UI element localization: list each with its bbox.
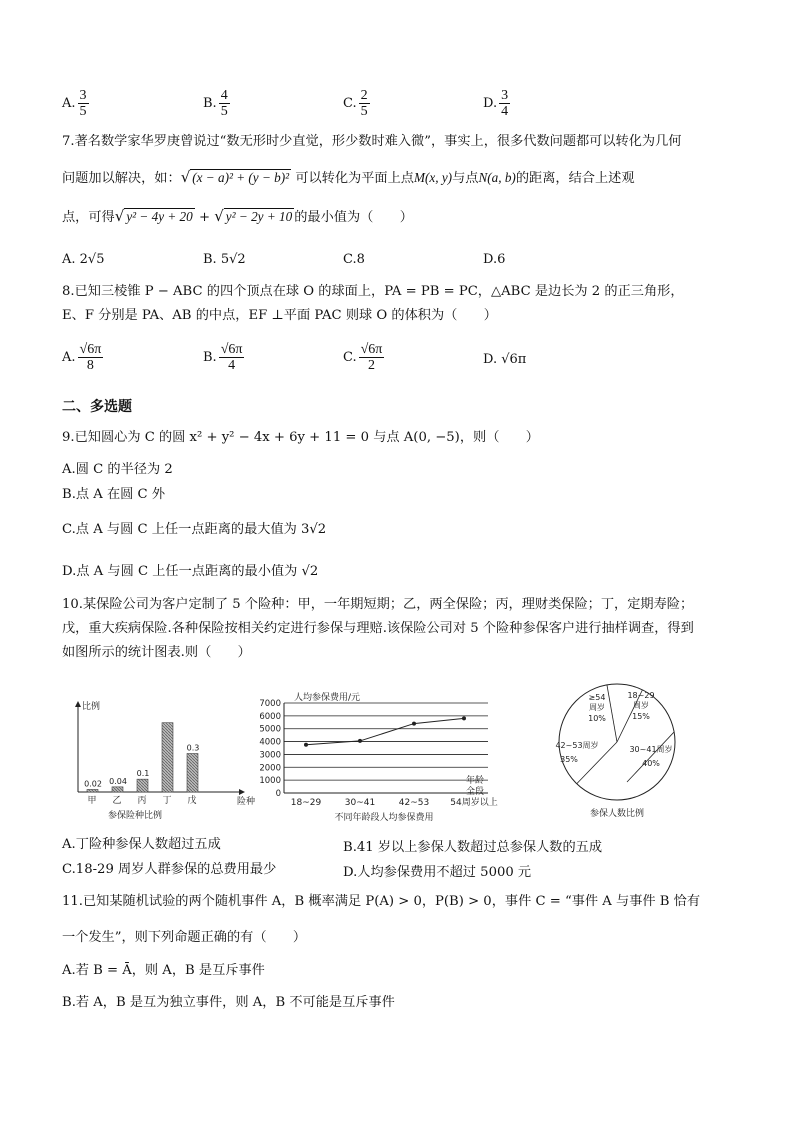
q8-option-a [62,342,103,373]
numerator: 2 [360,88,368,103]
y-tick-label: 0 [275,789,281,799]
bar-0 [87,789,98,792]
statistics-charts [60,680,740,830]
denominator: 5 [220,104,228,119]
bar-value-label: 0.02 [84,779,102,789]
option-label: A. [62,96,76,111]
y-tick-label: 6000 [259,711,281,722]
data-point [358,739,362,743]
chart-title: 参保险种比例 [108,811,163,821]
data-point [462,716,466,720]
y-tick-label: 4000 [259,737,281,748]
slice-label: 42~53周岁 [555,741,599,750]
q7-option-d: D.6 [483,252,506,267]
q10-line-3: 如图所示的统计图表.则（ ） [62,645,251,660]
q6-option-a [62,88,89,119]
slice-label: 18~29 [627,691,655,700]
fraction [78,88,89,119]
bar-2 [137,779,148,792]
x-tick-label: 54周岁以上 [450,798,498,808]
slice-label: ≥54 [588,693,606,702]
fraction [359,88,370,119]
y-tick-label: 1000 [259,776,281,787]
slice-percent: 40% [642,759,660,768]
q10-option-b: B.41 岁以上参保人数超过总参保人数的五成 [343,840,603,855]
fraction [219,88,230,119]
data-point [304,743,308,747]
x-tick-label: 乙 [112,796,122,806]
slice-percent: 15% [632,712,650,721]
slice-label: 30~41周岁 [629,745,673,754]
q8-line-1: 8.已知三棱锥 P − ABC 的四个顶点在球 O 的球面上，PA = PB = PC，△ABC 是边长为 2 的正三角形， [62,284,684,299]
q7-option-b: B. 5√2 [203,252,246,267]
text: 问题加以解决，如： [62,171,181,186]
text: 的距离，结合上述观 [515,171,635,186]
data-point [412,722,416,726]
pie-chart [555,684,675,819]
option-label: B. [203,350,217,365]
q6-option-b [203,88,230,119]
numerator: 3 [501,88,509,103]
sqrt-symbol: √ [114,207,125,225]
q7-line-2 [62,168,635,188]
x-axis-label-2: 全段 [466,787,485,797]
numerator: 3 [79,88,87,103]
chart-title: 参保人数比例 [589,809,645,819]
x-axis-label: 年龄 [466,776,485,786]
fraction [499,88,510,119]
slice-percent: 35% [560,755,578,764]
text: 点，可得 [62,210,115,225]
slice-label-2: 周岁 [633,701,649,710]
numerator: √6π [360,342,383,357]
x-tick-label: 30~41 [344,798,376,808]
y-axis-arrow [75,701,81,707]
q11-line-1: 11.已知某随机试验的两个随机事件 A，B 概率满足 P(A) > 0，P(B) > 0，事件 C = “事件 A 与事件 B 恰有 [62,894,701,909]
fraction [219,342,245,373]
q9-line-1: 9.已知圆心为 C 的圆 x² + y² − 4x + 6y + 11 = 0 与点 A(0, −5)，则（ ） [62,430,539,445]
series-line [306,718,464,744]
q6-option-c [343,88,370,119]
x-tick-label: 甲 [87,796,97,806]
q9-option-a: A.圆 C 的半径为 2 [62,462,173,477]
x-tick-label: 丁 [162,796,172,806]
q9-option-c: C.点 A 与圆 C 上任一点距离的最大值为 3√2 [62,522,327,537]
bar-value-label: 0.3 [186,743,200,753]
q9-option-b: B.点 A 在圆 C 外 [62,487,166,502]
q6-option-d [483,88,510,119]
q8-line-2: E、F 分别是 PA、AB 的中点，EF ⊥平面 PAC 则球 O 的体积为（ ） [62,308,497,323]
section-heading: 二、多选题 [62,399,132,415]
option-label: C. [343,96,357,111]
slice-label-2: 周岁 [589,703,605,712]
y-axis-label: 人均参保费用/元 [294,693,361,703]
option-label: A. [62,350,76,365]
q10-option-a: A.丁险种参保人数超过五成 [62,837,221,852]
x-tick-label: 42~53 [398,798,430,808]
q10-option-c: C.18-29 周岁人群参保的总费用最少 [62,862,277,877]
point-n: N(a, b) [478,170,516,185]
q7-option-c: C.8 [343,252,365,267]
sqrt-expression: y² − 2y + 10 [225,209,293,224]
y-tick-label: 3000 [259,750,281,761]
bar-value-label: 0.04 [109,776,127,786]
q8-option-c [343,342,384,373]
bar-chart [75,700,255,821]
option-label: D. [483,96,498,111]
sqrt-expression: y² − 4y + 20 [126,209,193,224]
y-tick-label: 7000 [259,699,281,709]
q7-line-3 [62,207,413,227]
plus-sign: + [198,210,211,225]
sqrt-expression: (x − a)² + (y − b)² [192,170,290,185]
sqrt-symbol: √ [214,207,224,225]
text: 可以转化为平面上点 [295,171,414,186]
chart-title: 不同年龄段人均参保费用 [334,813,434,823]
numerator: √6π [79,342,102,357]
q10-option-d: D.人均参保费用不超过 5000 元 [343,865,532,880]
y-tick-label: 5000 [259,724,281,735]
x-axis-label: 险种 [237,797,256,807]
x-tick-label: 丙 [137,796,147,806]
denominator: 5 [360,104,368,119]
numerator: 4 [220,88,228,103]
denominator: 4 [501,104,509,119]
text: 与点 [452,171,479,186]
bar-4 [187,754,198,793]
point-m: M(x, y) [414,170,453,185]
q7-option-a: A. 2√5 [62,252,105,267]
sqrt-symbol: √ [180,168,191,186]
fraction [78,342,104,373]
numerator: √6π [220,342,243,357]
bar-value-label: 0.1 [136,769,150,779]
bar-1 [112,787,123,792]
denominator: 2 [368,358,375,373]
text: 的最小值为（ ） [294,210,413,225]
q11-option-b: B.若 A，B 是互为独立事件，则 A，B 不可能是互斥事件 [62,995,395,1010]
y-tick-label: 2000 [259,763,281,774]
option-label: C. [343,350,357,365]
q7-line-1: 7.著名数学家华罗庚曾说过“数无形时少直觉，形少数时难入微”，事实上，很多代数问题都可以转化为几何 [62,134,682,149]
denominator: 8 [86,358,94,373]
slice-percent: 10% [588,714,606,723]
x-tick-label: 戊 [187,796,197,806]
q8-option-d: D. √6π [483,352,527,367]
denominator: 4 [228,358,236,373]
y-axis-label: 比例 [82,702,101,712]
option-label: B. [203,96,217,111]
x-tick-label: 18~29 [290,798,322,808]
q10-line-2: 戊，重大疾病保险.各种保险按相关约定进行参保与理赔.该保险公司对 5 个险种参保客户进行抽样调查，得到 [62,621,694,636]
q11-option-a: A.若 B = Ā，则 A，B 是互斥事件 [62,963,265,978]
q8-option-b [203,342,244,373]
q10-line-1: 10.某保险公司为客户定制了 5 个险种：甲，一年期短期；乙，两全保险；丙，理财类保险；丁，定期寿险； [62,597,694,612]
bar-3 [162,723,173,792]
x-axis-arrow [239,789,245,795]
q11-line-2: 一个发生”，则下列命题正确的有（ ） [62,930,307,945]
line-chart [259,691,497,823]
q9-option-d: D.点 A 与圆 C 上任一点距离的最小值为 √2 [62,564,319,579]
denominator: 5 [79,104,87,119]
fraction [359,342,385,373]
